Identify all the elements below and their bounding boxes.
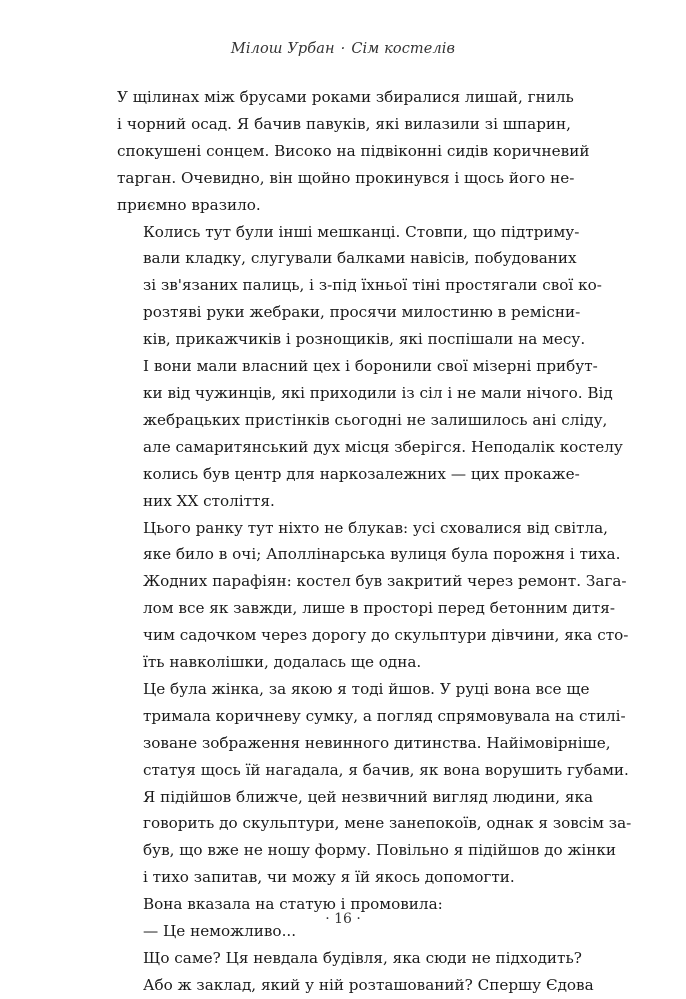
header-separator: ·: [340, 41, 346, 57]
running-head: [0, 41, 686, 57]
text-line: говорить до скульптури, мене занепокоїв, однак я зовсім за-: [143, 814, 632, 833]
text-line: Цього ранку тут ніхто не блукав: усі сховалися від світла,: [143, 518, 608, 537]
text-line: Це була жінка, за якою я тоді йшов. У руці вона все ще: [143, 679, 590, 698]
page-number: · 16 ·: [325, 911, 361, 927]
paragraph-4: [117, 676, 632, 891]
text-line: І вони мали власний цех і боронили свої мізерні прибут-: [143, 357, 598, 376]
text-line: Або ж заклад, який у ній розташований? Спершу Єдова: [143, 975, 594, 994]
text-line: ків, прикажчиків і рознощиків, які поспішали на месу.: [143, 330, 586, 349]
header-author: Мілош Урбан: [230, 41, 335, 57]
text-line: Вона вказала на статую і промовила:: [143, 895, 443, 914]
header-book-title: Сім костелів: [351, 41, 456, 57]
text-line: — Це неможливо...: [143, 922, 297, 941]
text-line: них XX століття.: [143, 491, 275, 510]
text-line: був, що вже не ношу форму. Повільно я підійшов до жінки: [143, 841, 617, 860]
text-line: ки від чужинців, які приходили із сіл і не мали нічого. Від: [143, 383, 613, 402]
text-line: Жодних парафіян: костел був закритий через ремонт. Зага-: [143, 572, 627, 591]
text-line: Що саме? Ця невдала будівля, яка сюди не підходить?: [143, 949, 582, 967]
text-line: спокушені сонцем. Високо на підвіконні сидів коричневий: [117, 141, 590, 160]
text-line: тримала коричневу сумку, а погляд спрямовувала на стилі-: [143, 706, 626, 725]
paragraph-7: [117, 945, 594, 999]
body-text: [117, 84, 632, 999]
text-line: зі зв'язаних палиць, і з-під їхньої тіні простягали свої ко-: [143, 276, 602, 295]
paragraph-2: [117, 219, 623, 515]
text-line: і чорний осад. Я бачив павуків, які вилазили зі шпарин,: [117, 114, 571, 133]
paragraph-3: [117, 515, 629, 676]
text-line: і тихо запитав, чи можу я їй якось допомогти.: [143, 868, 515, 887]
paragraph-1: [117, 84, 590, 219]
text-line: яке било в очі; Аполлінарська вулиця була порожня і тиха.: [143, 545, 621, 564]
text-line: статуя щось їй нагадала, я бачив, як вона ворушить губами.: [143, 760, 629, 779]
text-line: жебрацьких пристінків сьогодні не залишилось ані сліду,: [143, 410, 608, 429]
text-line: тарган. Очевидно, він щойно прокинувся і щось його не-: [117, 168, 575, 187]
text-line: Я підійшов ближче, цей незвичний вигляд людини, яка: [143, 787, 594, 806]
text-line: колись був центр для наркозалежних — цих прокаже-: [143, 464, 580, 483]
text-line: приємно вразило.: [117, 195, 261, 214]
text-line: але самаритянський дух місця зберігся. Неподалік костелу: [143, 437, 623, 456]
text-line: їть навколішки, додалась ще одна.: [143, 653, 422, 672]
text-line: чим садочком через дорогу до скульптури дівчини, яка сто-: [143, 626, 629, 645]
text-line: Колись тут були інші мешканці. Стовпи, що підтриму-: [143, 222, 580, 241]
text-line: вали кладку, слугували балками навісів, побудованих: [143, 249, 577, 268]
text-line: У щілинах між брусами роками збиралися лишай, гниль: [117, 88, 574, 106]
text-line: зоване зображення невинного дитинства. Найімовірніше,: [143, 733, 611, 752]
text-line: розтяві руки жебраки, просячи милостиню в ремісни-: [143, 303, 581, 322]
text-line: лом все як завжди, лише в просторі перед бетонним дитя-: [143, 599, 615, 618]
